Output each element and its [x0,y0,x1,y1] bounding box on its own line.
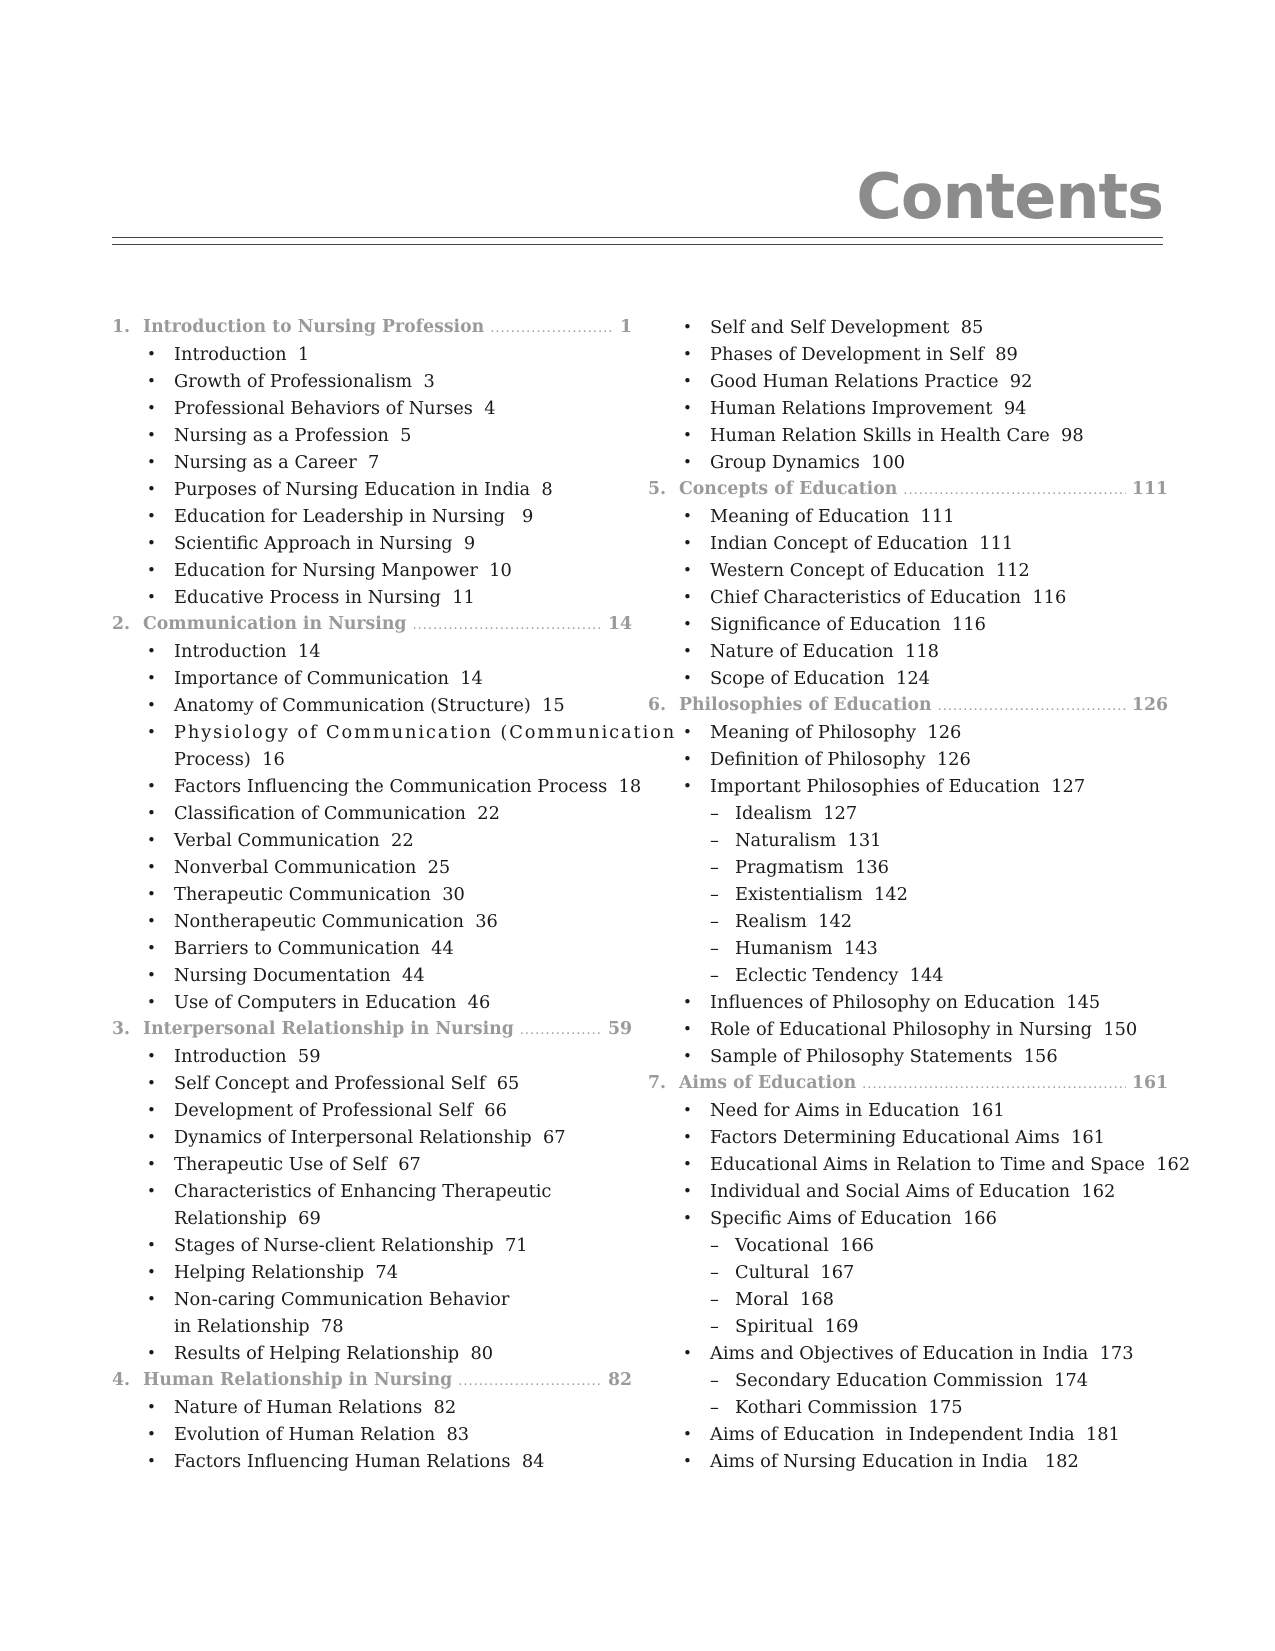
toc-subitem [648,1394,1168,1421]
dash-icon: – [710,803,719,824]
bullet-icon: • [147,912,156,930]
bullet-icon: • [147,372,156,390]
toc-item [112,881,632,908]
bullet-icon: • [147,858,156,876]
toc-item-text: Results of Helping Relationship 80 [174,1343,494,1364]
toc-subitem-text: Realism 142 [735,911,853,932]
toc-item-text: Physiology of Communication (Communication [174,722,677,743]
toc-item-text: Verbal Communication 22 [174,830,414,851]
toc-item-text: Introduction 14 [174,641,321,662]
toc-item-text: Helping Relationship 74 [174,1262,399,1283]
toc-item [112,1151,632,1178]
bullet-icon: • [683,1452,692,1470]
toc-item-text: Development of Professional Self 66 [174,1100,507,1121]
toc-item [112,1421,632,1448]
toc-item-text: Factors Influencing the Communication Process 18 [174,776,642,797]
bullet-icon: • [683,318,692,336]
chapter-number: 3. [112,1019,131,1039]
toc-item [112,1286,632,1313]
dash-icon: – [710,884,719,905]
toc-item [648,1124,1168,1151]
bullet-icon: • [683,453,692,471]
bullet-icon: • [683,642,692,660]
toc-item [112,1178,632,1205]
chapter-heading [112,1367,632,1394]
toc-item-text: Role of Educational Philosophy in Nursing 150 [710,1019,1138,1040]
toc-item-text: Meaning of Education 111 [710,506,955,527]
toc-item-text: Self and Self Development 85 [710,317,984,338]
toc-item-text: Educative Process in Nursing 11 [174,587,475,608]
toc-item-text: Human Relations Improvement 94 [710,398,1027,419]
toc-item [648,449,1168,476]
chapter-heading [648,1070,1168,1097]
toc-item [112,800,632,827]
toc-item-text: Purposes of Nursing Education in India 8 [174,479,553,500]
toc-item [648,611,1168,638]
toc-subitem-text: Pragmatism 136 [735,857,889,878]
bullet-icon: • [147,1425,156,1443]
bullet-icon: • [147,1128,156,1146]
toc-item [648,1178,1168,1205]
bullet-icon: • [147,642,156,660]
bullet-icon: • [683,1344,692,1362]
bullet-icon: • [683,426,692,444]
toc-item [112,395,632,422]
bullet-icon: • [683,669,692,687]
toc-item-text: Classification of Communication 22 [174,803,500,824]
bullet-icon: • [147,426,156,444]
chapter-page: 82 [607,1370,632,1390]
bullet-icon: • [147,399,156,417]
toc-item-text: Non-caring Communication Behavior [174,1289,510,1310]
toc-item-text: Meaning of Philosophy 126 [710,722,962,743]
toc-item-text: Process) 16 [174,749,285,770]
toc-subitem-text: Idealism 127 [735,803,858,824]
toc-item [112,989,632,1016]
bullet-icon: • [683,507,692,525]
chapter-page: 14 [607,614,632,634]
toc-item [648,1016,1168,1043]
bullet-icon: • [683,615,692,633]
dash-icon: – [710,1370,719,1391]
toc-item [648,989,1168,1016]
dash-icon: – [710,830,719,851]
toc-item [112,1070,632,1097]
toc-subitem [648,1286,1168,1313]
bullet-icon: • [683,561,692,579]
toc-item-text: Therapeutic Use of Self 67 [174,1154,421,1175]
toc-item [648,1097,1168,1124]
toc-item [648,530,1168,557]
toc-item [112,962,632,989]
toc-item [648,1448,1168,1475]
chapter-title: Communication in Nursing [143,614,407,634]
bullet-icon: • [683,1047,692,1065]
chapter-number: 2. [112,614,131,634]
toc-item-text: Professional Behaviors of Nurses 4 [174,398,496,419]
toc-subitem [648,908,1168,935]
toc-subitem [648,1367,1168,1394]
toc-item [112,854,632,881]
bullet-icon: • [683,1101,692,1119]
dash-icon: – [710,857,719,878]
toc-item [648,1205,1168,1232]
toc-item-text: Barriers to Communication 44 [174,938,454,959]
dot-leader [412,612,601,639]
bullet-icon: • [147,507,156,525]
toc-item-text: Use of Computers in Education 46 [174,992,491,1013]
toc-item-continuation [112,1205,632,1232]
toc-item-text: Scientific Approach in Nursing 9 [174,533,476,554]
bullet-icon: • [147,1452,156,1470]
toc-item-text: Evolution of Human Relation 83 [174,1424,470,1445]
chapter-page: 111 [1131,479,1168,499]
toc-item-text: Education for Leadership in Nursing 9 [174,506,534,527]
toc-item [112,422,632,449]
bullet-icon: • [683,372,692,390]
bullet-icon: • [147,993,156,1011]
toc-item-text: Influences of Philosophy on Education 145 [710,992,1101,1013]
toc-item [648,1043,1168,1070]
toc-item [648,1151,1191,1178]
bullet-icon: • [683,1155,692,1173]
toc-item [648,395,1168,422]
toc-item-text: Individual and Social Aims of Education 162 [710,1181,1116,1202]
bullet-icon: • [147,777,156,795]
bullet-icon: • [147,1074,156,1092]
bullet-icon: • [147,1101,156,1119]
toc-item [648,719,1168,746]
dash-icon: – [710,1262,719,1283]
chapter-title: Aims of Education [679,1073,857,1093]
toc-item-text: in Relationship 78 [174,1316,344,1337]
chapter-heading [648,476,1168,503]
bullet-icon: • [683,777,692,795]
dash-icon: – [710,911,719,932]
bullet-icon: • [147,723,156,741]
chapter-title: Philosophies of Education [679,695,932,715]
bullet-icon: • [147,831,156,849]
toc-item [112,341,632,368]
toc-item-text: Importance of Communication 14 [174,668,483,689]
bullet-icon: • [683,534,692,552]
toc-item-text: Nontherapeutic Communication 36 [174,911,498,932]
toc-item [112,557,632,584]
toc-subitem-text: Humanism 143 [735,938,878,959]
bullet-icon: • [147,966,156,984]
toc-item [648,368,1168,395]
dash-icon: – [710,1235,719,1256]
bullet-icon: • [147,588,156,606]
bullet-icon: • [683,399,692,417]
toc-item [112,1259,632,1286]
toc-subitem-text: Cultural 167 [735,1262,855,1283]
dash-icon: – [710,938,719,959]
bullet-icon: • [147,561,156,579]
toc-item-text: Characteristics of Enhancing Therapeutic [174,1181,552,1202]
toc-item-text: Human Relation Skills in Health Care 98 [710,425,1084,446]
toc-item-text: Aims and Objectives of Education in India 173 [710,1343,1134,1364]
chapter-page: 59 [607,1019,632,1039]
chapter-title: Interpersonal Relationship in Nursing [143,1019,514,1039]
toc-subitem [648,962,1168,989]
chapter-page: 161 [1131,1073,1168,1093]
toc-item-text: Group Dynamics 100 [710,452,906,473]
toc-item [112,908,632,935]
toc-item [112,692,632,719]
toc-item [112,665,632,692]
title-rule-top [112,237,1163,238]
bullet-icon: • [683,723,692,741]
chapter-title: Concepts of Education [679,479,898,499]
toc-item [648,422,1168,449]
chapter-title: Human Relationship in Nursing [143,1370,453,1390]
toc-item [648,584,1168,611]
toc-item [648,557,1168,584]
chapter-title: Introduction to Nursing Profession [143,317,485,337]
dash-icon: – [710,1289,719,1310]
toc-item-text: Aims of Nursing Education in India 182 [710,1451,1079,1472]
toc-item-text: Nursing Documentation 44 [174,965,425,986]
toc-item-text: Dynamics of Interpersonal Relationship 67 [174,1127,566,1148]
toc-item [648,773,1168,800]
bullet-icon: • [683,750,692,768]
chapter-heading [112,314,632,341]
chapter-heading [112,1016,632,1043]
bullet-icon: • [147,1236,156,1254]
toc-item-text: Good Human Relations Practice 92 [710,371,1033,392]
toc-item [648,665,1168,692]
toc-item-text: Scope of Education 124 [710,668,930,689]
toc-item [648,638,1168,665]
toc-item-text: Nature of Education 118 [710,641,939,662]
toc-subitem-text: Moral 168 [735,1289,834,1310]
toc-item-text: Need for Aims in Education 161 [710,1100,1005,1121]
toc-item [112,1448,632,1475]
toc-item-continuation [112,1313,632,1340]
bullet-icon: • [147,696,156,714]
bullet-icon: • [683,588,692,606]
toc-item-text: Anatomy of Communication (Structure) 15 [174,695,565,716]
toc-item [112,1097,632,1124]
bullet-icon: • [683,1182,692,1200]
chapter-number: 1. [112,317,131,337]
bullet-icon: • [147,1290,156,1308]
toc-item-text: Nature of Human Relations 82 [174,1397,457,1418]
chapter-number: 6. [648,695,667,715]
toc-item-text: Sample of Philosophy Statements 156 [710,1046,1058,1067]
toc-item-text: Indian Concept of Education 111 [710,533,1014,554]
bullet-icon: • [683,345,692,363]
toc-subitem-text: Existentialism 142 [735,884,908,905]
toc-item-text: Relationship 69 [174,1208,321,1229]
toc-item [112,449,632,476]
chapter-number: 7. [648,1073,667,1093]
toc-item-text: Education for Nursing Manpower 10 [174,560,512,581]
bullet-icon: • [147,939,156,957]
toc-item [648,746,1168,773]
toc-item-text: Nursing as a Career 7 [174,452,380,473]
toc-item-text: Nursing as a Profession 5 [174,425,412,446]
toc-subitem-text: Vocational 166 [735,1235,874,1256]
toc-item-text: Stages of Nurse-client Relationship 71 [174,1235,528,1256]
toc-subitem [648,1313,1168,1340]
toc-item-text: Self Concept and Professional Self 65 [174,1073,520,1094]
toc-item [112,476,632,503]
bullet-icon: • [147,669,156,687]
toc-item-text: Western Concept of Education 112 [710,560,1030,581]
bullet-icon: • [683,1128,692,1146]
toc-item-text: Introduction 1 [174,344,310,365]
toc-item [112,368,632,395]
toc-item [112,1394,632,1421]
dash-icon: – [710,1316,719,1337]
toc-subitem [648,1232,1168,1259]
toc-left-column [112,314,677,1475]
bullet-icon: • [147,453,156,471]
toc-item [112,935,632,962]
toc-item [112,1232,632,1259]
toc-item-text: Growth of Professionalism 3 [174,371,435,392]
bullet-icon: • [147,804,156,822]
bullet-icon: • [147,1182,156,1200]
toc-item-text: Therapeutic Communication 30 [174,884,465,905]
dot-leader [903,477,1126,504]
bullet-icon: • [683,993,692,1011]
toc-item [648,1421,1168,1448]
toc-item [112,1340,632,1367]
chapter-heading [112,611,632,638]
toc-item [112,584,632,611]
toc-item [648,1340,1168,1367]
toc-item-text: Important Philosophies of Education 127 [710,776,1086,797]
dash-icon: – [710,1397,719,1418]
toc-item [112,773,642,800]
chapter-heading [648,692,1168,719]
toc-item [112,530,632,557]
toc-item-text: Nonverbal Communication 25 [174,857,451,878]
toc-item-text: Introduction 59 [174,1046,321,1067]
bullet-icon: • [147,885,156,903]
toc-item [112,827,632,854]
toc-item-text: Specific Aims of Education 166 [710,1208,997,1229]
chapter-number: 5. [648,479,667,499]
dot-leader [490,315,614,342]
toc-subitem-text: Spiritual 169 [735,1316,859,1337]
toc-item-text: Aims of Education in Independent India 181 [710,1424,1120,1445]
bullet-icon: • [147,1344,156,1362]
toc-subitem [648,881,1168,908]
bullet-icon: • [147,1398,156,1416]
bullet-icon: • [147,345,156,363]
toc-item-text: Chief Characteristics of Education 116 [710,587,1067,608]
bullet-icon: • [683,1425,692,1443]
toc-item [648,341,1168,368]
toc-subitem [648,800,1168,827]
toc-item-text: Factors Determining Educational Aims 161 [710,1127,1105,1148]
page-title: Contents [856,160,1163,233]
toc-item-continuation [112,746,632,773]
toc-item [112,503,632,530]
chapter-number: 4. [112,1370,131,1390]
dash-icon: – [710,965,719,986]
toc-item [648,503,1168,530]
toc-right-column [648,314,1191,1475]
toc-subitem-text: Eclectic Tendency 144 [735,965,944,986]
toc-item [112,1124,632,1151]
toc-item-text: Phases of Development in Self 89 [710,344,1018,365]
title-rule-bottom [112,244,1163,245]
dot-leader [938,693,1126,720]
bullet-icon: • [147,1155,156,1173]
toc-subitem [648,935,1168,962]
toc-item [112,638,632,665]
toc-item-text: Educational Aims in Relation to Time and Space 162 [710,1154,1191,1175]
toc-item-text: Definition of Philosophy 126 [710,749,971,770]
bullet-icon: • [147,534,156,552]
toc-subitem-text: Naturalism 131 [735,830,882,851]
dot-leader [458,1368,602,1395]
toc-item-text: Significance of Education 116 [710,614,986,635]
dot-leader [520,1017,602,1044]
bullet-icon: • [147,1047,156,1065]
bullet-icon: • [147,1263,156,1281]
toc-item [112,1043,632,1070]
toc-item-text: Factors Influencing Human Relations 84 [174,1451,545,1472]
dot-leader [862,1071,1126,1098]
toc-subitem-text: Secondary Education Commission 174 [735,1370,1089,1391]
toc-item [112,719,677,746]
bullet-icon: • [147,480,156,498]
toc-subitem [648,854,1168,881]
bullet-icon: • [683,1209,692,1227]
chapter-page: 1 [619,317,632,337]
toc-item [648,314,1168,341]
toc-subitem-text: Kothari Commission 175 [735,1397,963,1418]
toc-subitem [648,1259,1168,1286]
toc-subitem [648,827,1168,854]
chapter-page: 126 [1131,695,1168,715]
bullet-icon: • [683,1020,692,1038]
